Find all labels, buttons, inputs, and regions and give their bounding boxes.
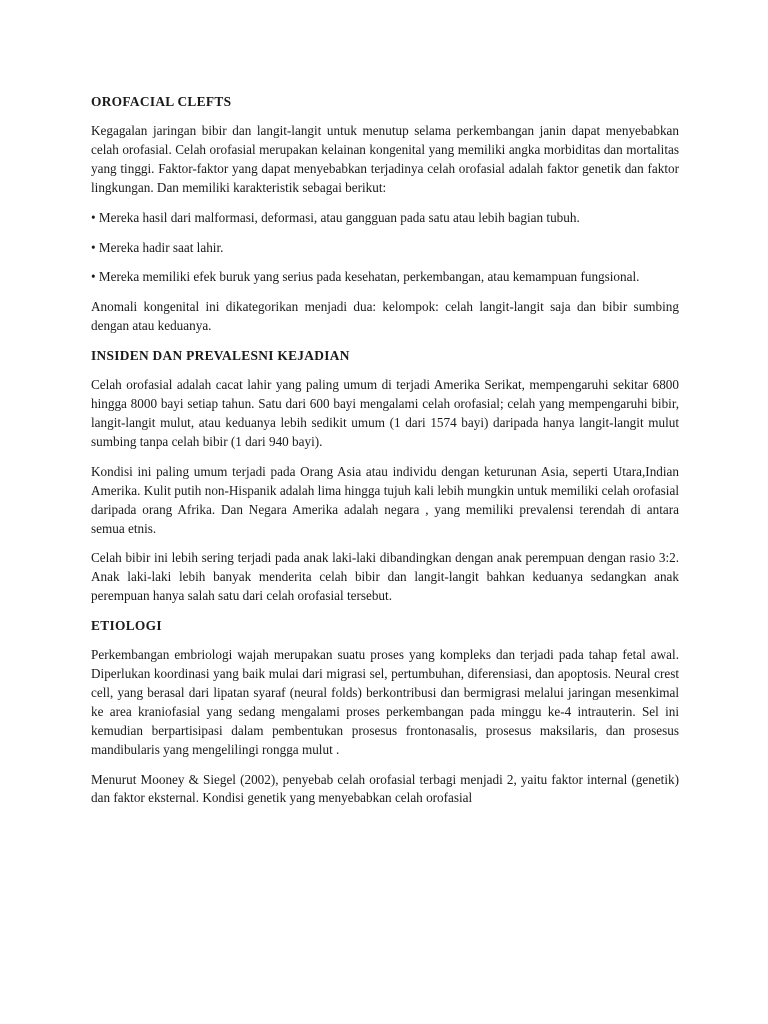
bullet-item-3: • Mereka memiliki efek buruk yang serius pada kesehatan, perkembangan, atau kemampuan fungsional. xyxy=(91,268,679,287)
paragraph-intro: Kegagalan jaringan bibir dan langit-langit untuk menutup selama perkembangan janin dapat menyebabkan celah orofasial. Celah orofasial merupakan kelainan kongenital yang memiliki angka morbiditas dan mortalitas yang tinggi. Faktor-faktor yang dapat menyebabkan terjadinya celah orofasial adalah faktor genetik dan faktor lingkungan. Dan memiliki karakteristik sebagai berikut: xyxy=(91,123,679,195)
section-heading-orofacial-clefts: OROFACIAL CLEFTS xyxy=(91,94,232,109)
bullet-item-1: • Mereka hasil dari malformasi, deformasi, atau gangguan pada satu atau lebih bagian tubuh. xyxy=(91,209,679,228)
paragraph-anomali: Anomali kongenital ini dikategorikan menjadi dua: kelompok: celah langit-langit saja dan bibir sumbing dengan atau keduanya. xyxy=(91,299,679,334)
section-heading-etiologi: ETIOLOGI xyxy=(91,618,162,634)
paragraph-insiden-3: Celah bibir ini lebih sering terjadi pada anak laki-laki dibandingkan dengan anak perempuan dengan rasio 3:2. Anak laki-laki lebih banyak menderita celah bibir dan langit-langit bahkan keduanya sedangkan anak perempuan hanya salah satu dari celah orofasial tersebut. xyxy=(91,550,679,604)
paragraph-insiden-1: Celah orofasial adalah cacat lahir yang paling umum di terjadi Amerika Serikat, mempengaruhi sekitar 6800 hingga 8000 bayi setiap tahun. Satu dari 600 bayi mengalami celah orofasial; celah yang mempengaruhi bibir, langit-langit mulut, atau keduanya lebih sedikit umum (1 dari 1574 bayi) daripada hanya langit-langit mulut sumbing tanpa celah bibir (1 dari 940 bayi). xyxy=(91,377,679,449)
document-page xyxy=(91,93,679,819)
section-heading-insiden: INSIDEN DAN PREVALESNI KEJADIAN xyxy=(91,348,350,364)
paragraph-etiologi-2: Menurut Mooney & Siegel (2002), penyebab celah orofasial terbagi menjadi 2, yaitu faktor internal (genetik) dan faktor eksternal. Kondisi genetik yang menyebabkan celah orofasial xyxy=(91,771,679,806)
bullet-item-2: • Mereka hadir saat lahir. xyxy=(91,239,679,258)
paragraph-insiden-2: Kondisi ini paling umum terjadi pada Orang Asia atau individu dengan keturunan Asia, seperti Utara,Indian Amerika. Kulit putih non-Hispanik adalah lima hingga tujuh kali lebih mungkin untuk memiliki celah orofasial daripada orang Afrika. Dan Negara Amerika adalah negara , yang memiliki prevalensi terendah di antara semua etnis. xyxy=(91,463,679,536)
paragraph-etiologi-1: Perkembangan embriologi wajah merupakan suatu proses yang kompleks dan terjadi pada tahap fetal awal. Diperlukan koordinasi yang baik mulai dari migrasi sel, pertumbuhan, diferensiasi, dan apoptosis. Neural crest cell, yang berasal dari lipatan syaraf (neural folds) berkontribusi dan bermigrasi melalui jaringan mesenkimal ke area kraniofasial yang sedang mengalami proses perkembangan pada minggu ke-4 intrauterin. Sel ini kemudian berpartisipasi dalam pembentukan prosesus frontonasalis, prosesus maksilaris, dan prosesus mandibularis yang mengelilingi rongga mulut . xyxy=(91,647,679,757)
